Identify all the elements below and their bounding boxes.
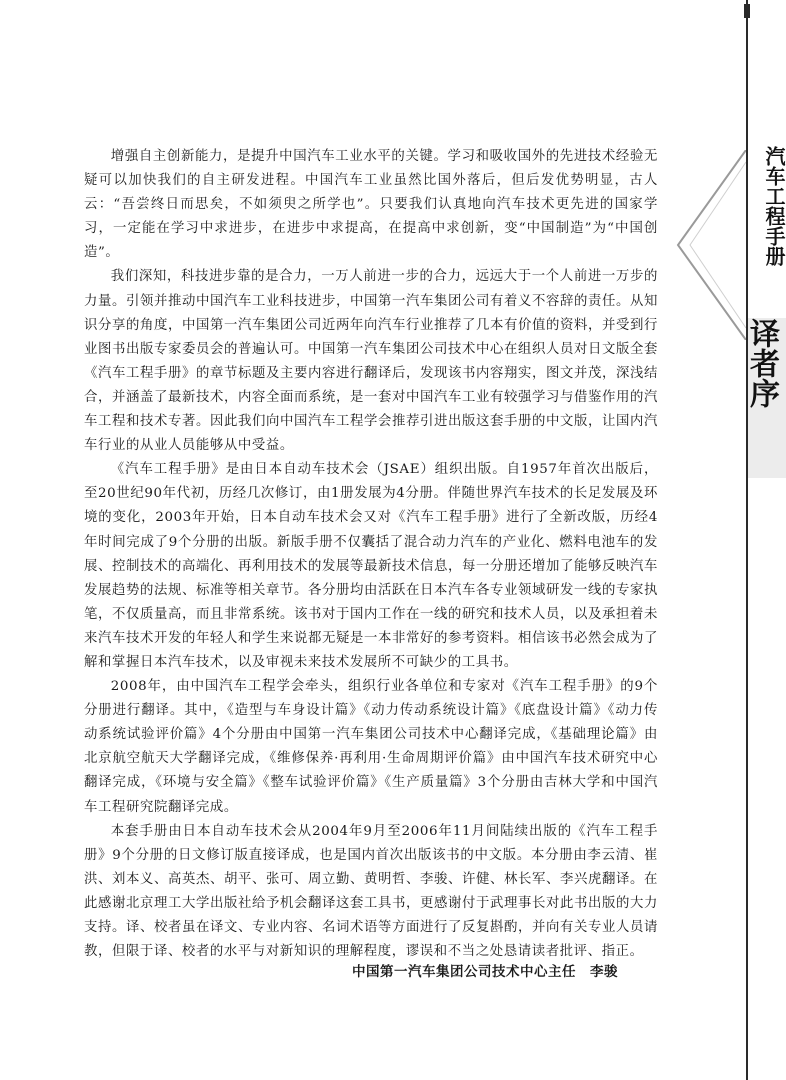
section-title-vertical: 译者序 <box>744 318 779 408</box>
signature-line <box>352 960 652 980</box>
paragraph: 增强自主创新能力，是提升中国汽车工业水平的关键。学习和吸收国外的先进技术经验无疑可以加快我们的自主研发进程。中国汽车工业虽然比国外落后，但后发优势明显，古人云：“吾尝终日而思矣，不如须臾之所学也”。只要我们认真地向汽车技术更先进的国家学习，一定能在学习中求进步，在进步中求提高，在提高中求创新，变“中国制造”为“中国创造”。 <box>84 149 658 261</box>
paragraph: 《汽车工程手册》是由日本自动车技术会（JSAE）组织出版。自1957年首次出版后，至20世纪90年代初，历经几次修订，由1册发展为4分册。伴随世界汽车技术的长足发展及环境的变化，2003年开始，日本自动车技术会又对《汽车工程手册》进行了全新改版，历经4年时间完成了9个分册的出版。新版手册不仅囊括了混合动力汽车的产业化、燃料电池车的发展、控制技术的高端化、再利用技术的发展等最新技术信息，每一分册还增加了能够反映汽车发展趋势的法规、标准等相关章节。各分册均由活跃在日本汽车各专业领域研发一线的专家执笔，不仅质量高，而且非常系统。该书对于国内工作在一线的研究和技术人员，以及承担着未来汽车技术开发的年轻人和学生来说都无疑是一本非常好的参考资料。相信该书必然会成为了解和掌握日本汽车技术，以及审视未来技术发展所不可缺少的工具书。 <box>84 462 658 670</box>
paragraph: 本套手册由日本自动车技术会从2004年9月至2006年11月间陆续出版的《汽车工程手册》9个分册的日文修订版直接译成，也是国内首次出版该书的中文版。本分册由李云清、崔洪、刘本义、高英杰、胡平、张可、周立勤、黄明哲、李骏、许健、林长军、李兴虎翻译。在此感谢北京理工大学出版社给予机会翻译这套工具书，更感谢付于武理事长对此书出版的大力支持。译、校者虽在译文、专业内容、名词术语等方面进行了反复斟酌，并向有关专业人员请教，但限于译、校者的水平与对新知识的理解程度，谬误和不当之处恳请读者批评、指正。 <box>84 823 658 960</box>
paragraph: 我们深知，科技进步靠的是合力，一万人前进一步的合力，远远大于一个人前进一万步的力量。引领并推动中国汽车工业科技进步，中国第一汽车集团公司有着义不容辞的责任。从知识分享的角度，中国第一汽车集团公司近两年向汽车行业推荐了几本有价值的资料，并受到行业图书出版专家委员会的普遍认可。中国第一汽车集团公司技术中心在组织人员对日文版全套《汽车工程手册》的章节标题及主要内容进行翻译后，发现该书内容翔实，图文并茂，深浅结合，并涵盖了最新技术，内容全面而系统，是一套对中国汽车工业有较强学习与借鉴作用的汽车工程和技术专著。因此我们向中国汽车工程学会推荐引进出版这套手册的中文版，让国内汽车行业的从业人员能够从中受益。 <box>84 269 658 454</box>
side-tab-chevron <box>676 150 746 340</box>
page-gutter-rule <box>746 0 748 1080</box>
preface-body <box>84 145 658 964</box>
book-title-vertical: 汽车工程手册 <box>762 146 786 266</box>
gutter-tick-mark <box>744 4 750 18</box>
signature-name: 李骏 <box>590 964 618 980</box>
signature-title: 中国第一汽车集团公司技术中心主任 <box>352 964 576 980</box>
paragraph: 2008年，由中国汽车工程学会牵头，组织行业各单位和专家对《汽车工程手册》的9个分册进行翻译。其中，《造型与车身设计篇》《动力传动系统设计篇》《底盘设计篇》《动力传动系统试验评价篇》4个分册由中国第一汽车集团公司技术中心翻译完成，《基础理论篇》由北京航空航天大学翻译完成，《维修保养·再利用·生命周期评价篇》由中国汽车技术研究中心翻译完成，《环境与安全篇》《整车试验评价篇》《生产质量篇》3个分册由吉林大学和中国汽车工程研究院翻译完成。 <box>84 679 658 815</box>
